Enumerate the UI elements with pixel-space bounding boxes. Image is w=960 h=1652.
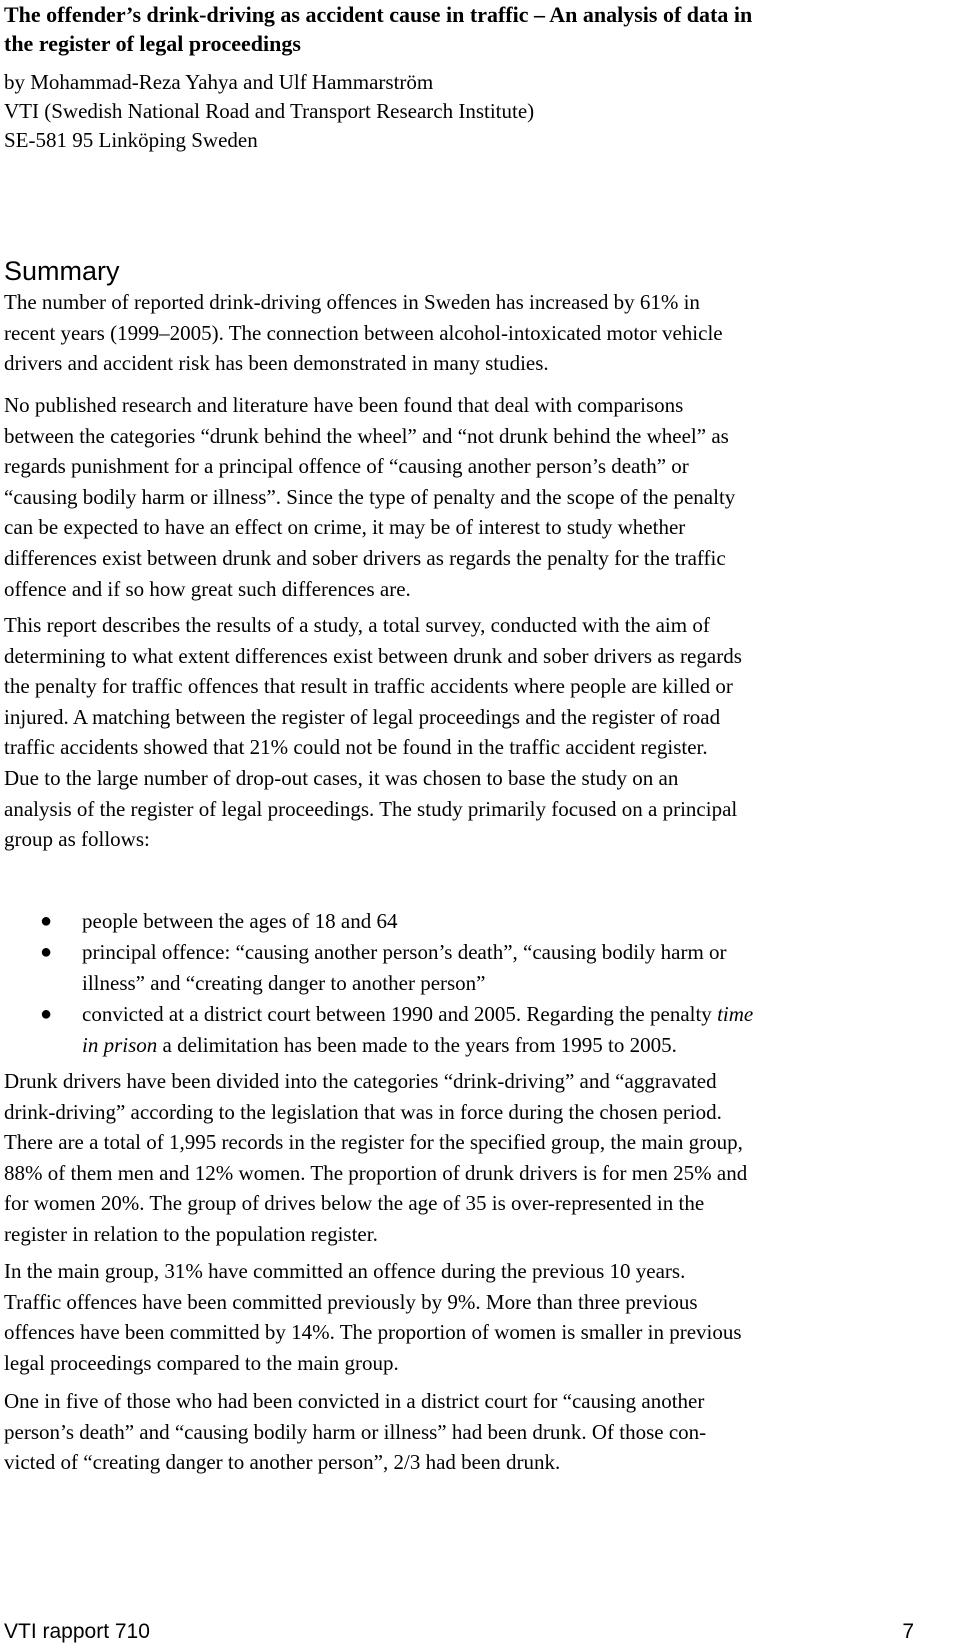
list-item	[4, 937, 928, 999]
text-line: There are a total of 1,995 records in the register for the specified group, the main group,	[4, 1130, 743, 1155]
text-line: the penalty for traffic offences that result in traffic accidents where people are killed or	[4, 674, 733, 699]
byline: by Mohammad-Reza Yahya and Ulf Hammarström	[4, 70, 434, 94]
text-line: 88% of them men and 12% women. The proportion of drunk drivers is for men 25% and	[4, 1160, 748, 1185]
text-line: No published research and literature have been found that deal with comparisons	[4, 393, 684, 417]
text-line: offence and if so how great such differences are.	[4, 576, 411, 601]
text-line: Traffic offences have been committed previously by 9%. More than three previous	[4, 1289, 698, 1314]
text-run: a delimitation has been made to the years from 1995 to 2005.	[157, 1033, 677, 1057]
text-line: person’s death” and “causing bodily harm or illness” had been drunk. Of those con-	[4, 1419, 707, 1444]
text-line: group as follows:	[4, 827, 150, 852]
document-title	[4, 0, 928, 58]
text-line: One in five of those who had been convicted in a district court for “causing another	[4, 1389, 705, 1413]
text-line: injured. A matching between the register of legal proceedings and the register of road	[4, 704, 721, 729]
text-line: legal proceedings compared to the main group.	[4, 1350, 399, 1375]
institute: VTI (Swedish National Road and Transport Research Institute)	[4, 99, 535, 123]
text-line: “causing bodily harm or illness”. Since the type of penalty and the scope of the penalty	[4, 484, 736, 509]
text-line: regards punishment for a principal offence of “causing another person’s death” or	[4, 454, 689, 479]
text-line: This report describes the results of a study, a total survey, conducted with the aim of	[4, 613, 710, 637]
text-line: victed of “creating danger to another person”, 2/3 had been drunk.	[4, 1450, 561, 1475]
paragraph-study	[4, 610, 928, 855]
bullet-dot-icon: ●	[40, 910, 53, 932]
paragraph-main-group	[4, 1256, 928, 1378]
address: SE-581 95 Linköping Sweden	[4, 128, 258, 152]
text-line	[82, 999, 928, 1030]
list-item	[4, 999, 928, 1061]
italic-term: time	[717, 1002, 754, 1026]
text-line: analysis of the register of legal proceedings. The study primarily focused on a principal	[4, 796, 738, 821]
paragraph-intro	[4, 287, 928, 379]
text-line: can be expected to have an effect on crime, it may be of interest to study whether	[4, 515, 686, 540]
author-block	[4, 68, 928, 155]
text-line: between the categories “drunk behind the wheel” and “not drunk behind the wheel” as	[4, 423, 729, 448]
text-line: offences have been committed by 14%. The proportion of women is smaller in previous	[4, 1320, 742, 1345]
text-run: convicted at a district court between 1990 and 2005. Regarding the penalty	[82, 1002, 718, 1026]
text-line: Due to the large number of drop-out cases, it was chosen to base the study on an	[4, 765, 679, 790]
text-line: illness” and “creating danger to another person”	[82, 971, 486, 995]
criteria-list	[4, 906, 928, 1061]
text-line: differences exist between drunk and sober drivers as regards the penalty for the traffic	[4, 545, 726, 570]
text-line: recent years (1999–2005). The connection between alcohol-intoxicated motor vehicle	[4, 320, 723, 345]
italic-term: in prison	[82, 1033, 158, 1057]
text-line	[82, 1030, 928, 1061]
summary-heading: Summary	[4, 256, 120, 286]
text-line: determining to what extent differences exist between drunk and sober drivers as regards	[4, 643, 742, 668]
text-line: Drunk drivers have been divided into the categories “drink-driving” and “aggravated	[4, 1069, 717, 1093]
text-line: The number of reported drink-driving offences in Sweden has increased by 61% in	[4, 290, 700, 314]
title-line: The offender’s drink-driving as accident cause in traffic – An analysis of data in	[4, 2, 753, 27]
document-page	[4, 0, 928, 1652]
text-line: principal offence: “causing another person’s death”, “causing bodily harm or	[82, 940, 727, 964]
bullet-dot-icon: ●	[40, 941, 53, 963]
text-line: In the main group, 31% have committed an offence during the previous 10 years.	[4, 1259, 686, 1283]
bullet-dot-icon: ●	[40, 1003, 53, 1025]
text-line: drink-driving” according to the legislation that was in force during the chosen period.	[4, 1099, 722, 1124]
text-line: drivers and accident risk has been demonstrated in many studies.	[4, 351, 549, 376]
list-item	[4, 906, 928, 937]
report-footer: VTI rapport 710	[4, 1620, 150, 1643]
paragraph-convictions	[4, 1386, 928, 1478]
paragraph-research	[4, 390, 928, 604]
text-line: people between the ages of 18 and 64	[82, 909, 398, 933]
paragraph-drunk-drivers	[4, 1066, 928, 1250]
text-line: traffic accidents showed that 21% could not be found in the traffic accident register.	[4, 735, 708, 760]
page-number: 7	[902, 1620, 914, 1643]
text-line: register in relation to the population register.	[4, 1221, 378, 1246]
text-line: for women 20%. The group of drives below the age of 35 is over-represented in the	[4, 1191, 705, 1216]
title-line: the register of legal proceedings	[4, 31, 301, 56]
